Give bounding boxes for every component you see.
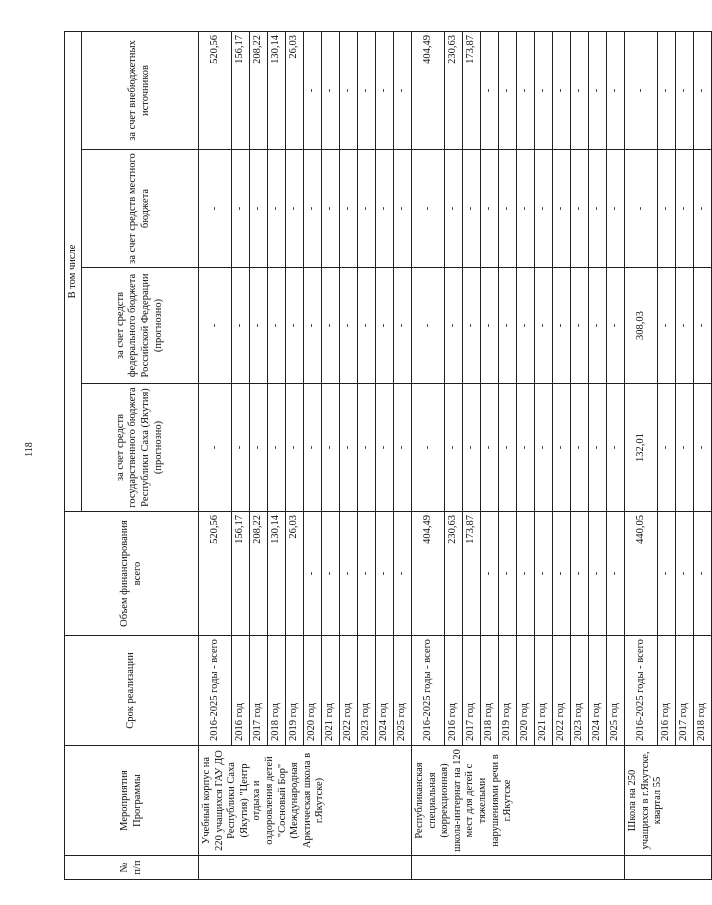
- cell-period: 2025 год: [607, 636, 625, 746]
- cell-local-budget: -: [358, 150, 376, 268]
- cell-total: -: [304, 512, 322, 636]
- col-header-total: Объем финансирования всего: [65, 512, 199, 636]
- cell-local-budget: -: [232, 150, 250, 268]
- cell-local-budget: -: [250, 150, 268, 268]
- cell-period: 2016 год: [445, 636, 463, 746]
- cell-local-budget: -: [340, 150, 358, 268]
- cell-total: -: [499, 512, 517, 636]
- cell-extrabudgetary: -: [376, 31, 394, 149]
- cell-total: -: [535, 512, 553, 636]
- rotated-table-container: [64, 32, 708, 880]
- cell-extrabudgetary: 230,63: [445, 31, 463, 149]
- cell-period: 2023 год: [571, 636, 589, 746]
- cell-state-budget: -: [694, 384, 712, 512]
- cell-total: -: [607, 512, 625, 636]
- cell-state-budget: -: [322, 384, 340, 512]
- cell-federal-budget: -: [589, 268, 607, 384]
- cell-number: [199, 856, 412, 880]
- cell-extrabudgetary: -: [481, 31, 499, 149]
- cell-period: 2016 год: [658, 636, 676, 746]
- cell-period: 2023 год: [358, 636, 376, 746]
- cell-state-budget: -: [304, 384, 322, 512]
- cell-local-budget: -: [463, 150, 481, 268]
- cell-state-budget: -: [199, 384, 232, 512]
- cell-state-budget: -: [286, 384, 304, 512]
- cell-local-budget: -: [445, 150, 463, 268]
- cell-extrabudgetary: -: [499, 31, 517, 149]
- table-row: [199, 31, 232, 879]
- cell-federal-budget: -: [199, 268, 232, 384]
- cell-federal-budget: -: [676, 268, 694, 384]
- cell-local-budget: -: [499, 150, 517, 268]
- cell-total: 230,63: [445, 512, 463, 636]
- cell-federal-budget: -: [232, 268, 250, 384]
- cell-state-budget: -: [394, 384, 412, 512]
- col-header-program: Мероприятия Программы: [65, 746, 199, 856]
- cell-period: 2016 год: [232, 636, 250, 746]
- table-viewport: [64, 32, 708, 880]
- cell-extrabudgetary: -: [394, 31, 412, 149]
- cell-program-title: Республиканская специальная (коррекционная) школа-интернат на 120 мест для детей с тяжелыми нарушениями речи в г.Якутске: [412, 746, 625, 856]
- cell-state-budget: -: [553, 384, 571, 512]
- header-row-1: [65, 31, 82, 879]
- cell-period: 2018 год: [268, 636, 286, 746]
- cell-federal-budget: -: [571, 268, 589, 384]
- cell-extrabudgetary: 520,56: [199, 31, 232, 149]
- cell-period: 2025 год: [394, 636, 412, 746]
- cell-local-budget: -: [394, 150, 412, 268]
- cell-period: 2021 год: [322, 636, 340, 746]
- cell-period: 2017 год: [463, 636, 481, 746]
- cell-period: 2016-2025 годы - всего: [412, 636, 445, 746]
- table-row: [412, 31, 445, 879]
- cell-total: 520,56: [199, 512, 232, 636]
- cell-extrabudgetary: -: [358, 31, 376, 149]
- cell-federal-budget: -: [250, 268, 268, 384]
- cell-federal-budget: -: [394, 268, 412, 384]
- cell-program-title: Школа на 250 учащихся в г.Якутске, квартал 55: [625, 746, 712, 856]
- cell-period: 2022 год: [340, 636, 358, 746]
- cell-total: -: [376, 512, 394, 636]
- cell-local-budget: -: [658, 150, 676, 268]
- cell-total: 156,17: [232, 512, 250, 636]
- cell-state-budget: -: [445, 384, 463, 512]
- cell-total: 208,22: [250, 512, 268, 636]
- cell-total: 173,87: [463, 512, 481, 636]
- cell-total: -: [517, 512, 535, 636]
- col-header-including: В том числе: [65, 31, 82, 511]
- cell-state-budget: -: [676, 384, 694, 512]
- cell-local-budget: -: [553, 150, 571, 268]
- cell-federal-budget: 308,03: [625, 268, 658, 384]
- table-row: [625, 31, 658, 879]
- cell-period: 2018 год: [481, 636, 499, 746]
- cell-total: -: [589, 512, 607, 636]
- cell-federal-budget: -: [499, 268, 517, 384]
- cell-period: 2024 год: [589, 636, 607, 746]
- col-header-no: № п/п: [65, 856, 199, 880]
- cell-extrabudgetary: -: [553, 31, 571, 149]
- cell-extrabudgetary: -: [340, 31, 358, 149]
- cell-federal-budget: -: [286, 268, 304, 384]
- cell-total: 26,03: [286, 512, 304, 636]
- cell-extrabudgetary: 156,17: [232, 31, 250, 149]
- cell-state-budget: -: [463, 384, 481, 512]
- cell-federal-budget: -: [322, 268, 340, 384]
- cell-extrabudgetary: -: [304, 31, 322, 149]
- cell-total: -: [394, 512, 412, 636]
- cell-local-budget: -: [412, 150, 445, 268]
- cell-state-budget: -: [658, 384, 676, 512]
- cell-extrabudgetary: 173,87: [463, 31, 481, 149]
- cell-number: [625, 856, 712, 880]
- cell-extrabudgetary: 208,22: [250, 31, 268, 149]
- cell-extrabudgetary: -: [607, 31, 625, 149]
- cell-extrabudgetary: -: [571, 31, 589, 149]
- cell-extrabudgetary: -: [625, 31, 658, 149]
- financing-table: [64, 31, 712, 880]
- cell-state-budget: -: [340, 384, 358, 512]
- cell-local-budget: -: [286, 150, 304, 268]
- cell-local-budget: -: [199, 150, 232, 268]
- cell-state-budget: -: [268, 384, 286, 512]
- cell-period: 2016-2025 годы - всего: [199, 636, 232, 746]
- cell-total: -: [340, 512, 358, 636]
- col-header-period: Срок реализации: [65, 636, 199, 746]
- cell-state-budget: -: [589, 384, 607, 512]
- cell-period: 2020 год: [517, 636, 535, 746]
- cell-period: 2022 год: [553, 636, 571, 746]
- cell-local-budget: -: [607, 150, 625, 268]
- cell-extrabudgetary: 26,03: [286, 31, 304, 149]
- cell-federal-budget: -: [268, 268, 286, 384]
- cell-total: 440,05: [625, 512, 658, 636]
- cell-total: -: [571, 512, 589, 636]
- cell-federal-budget: -: [481, 268, 499, 384]
- col-header-local-budget: за счет средств местного бюджета: [82, 150, 199, 268]
- cell-federal-budget: -: [340, 268, 358, 384]
- cell-state-budget: -: [571, 384, 589, 512]
- cell-period: 2018 год: [694, 636, 712, 746]
- cell-local-budget: -: [481, 150, 499, 268]
- cell-period: 2024 год: [376, 636, 394, 746]
- cell-state-budget: -: [517, 384, 535, 512]
- cell-local-budget: -: [304, 150, 322, 268]
- cell-total: -: [358, 512, 376, 636]
- cell-extrabudgetary: -: [322, 31, 340, 149]
- cell-local-budget: -: [535, 150, 553, 268]
- cell-state-budget: -: [535, 384, 553, 512]
- cell-total: -: [658, 512, 676, 636]
- cell-federal-budget: -: [658, 268, 676, 384]
- cell-extrabudgetary: 130,14: [268, 31, 286, 149]
- cell-state-budget: -: [250, 384, 268, 512]
- cell-federal-budget: -: [535, 268, 553, 384]
- cell-federal-budget: -: [694, 268, 712, 384]
- cell-period: 2019 год: [286, 636, 304, 746]
- cell-federal-budget: -: [376, 268, 394, 384]
- cell-federal-budget: -: [463, 268, 481, 384]
- cell-federal-budget: -: [607, 268, 625, 384]
- cell-state-budget: -: [481, 384, 499, 512]
- cell-federal-budget: -: [358, 268, 376, 384]
- cell-state-budget: -: [232, 384, 250, 512]
- cell-federal-budget: -: [517, 268, 535, 384]
- cell-local-budget: -: [517, 150, 535, 268]
- cell-state-budget: -: [607, 384, 625, 512]
- cell-local-budget: -: [322, 150, 340, 268]
- cell-local-budget: -: [376, 150, 394, 268]
- cell-local-budget: -: [625, 150, 658, 268]
- cell-state-budget: -: [376, 384, 394, 512]
- cell-number: [412, 856, 625, 880]
- cell-total: -: [481, 512, 499, 636]
- cell-total: 404,49: [412, 512, 445, 636]
- cell-total: 130,14: [268, 512, 286, 636]
- page-number: 118: [23, 442, 35, 457]
- cell-period: 2021 год: [535, 636, 553, 746]
- cell-extrabudgetary: 404,49: [412, 31, 445, 149]
- col-header-state-budget: за счет средств государственного бюджета Республики Саха (Якутия) (прогнозно): [82, 384, 199, 512]
- cell-local-budget: -: [268, 150, 286, 268]
- cell-total: -: [553, 512, 571, 636]
- cell-extrabudgetary: -: [517, 31, 535, 149]
- cell-total: -: [322, 512, 340, 636]
- cell-federal-budget: -: [304, 268, 322, 384]
- cell-federal-budget: -: [412, 268, 445, 384]
- cell-total: -: [676, 512, 694, 636]
- cell-period: 2016-2025 годы - всего: [625, 636, 658, 746]
- cell-extrabudgetary: -: [694, 31, 712, 149]
- cell-local-budget: -: [694, 150, 712, 268]
- cell-extrabudgetary: -: [589, 31, 607, 149]
- cell-local-budget: -: [676, 150, 694, 268]
- cell-local-budget: -: [589, 150, 607, 268]
- cell-state-budget: 132,01: [625, 384, 658, 512]
- cell-extrabudgetary: -: [676, 31, 694, 149]
- cell-period: 2020 год: [304, 636, 322, 746]
- table-body: [199, 31, 712, 879]
- cell-local-budget: -: [571, 150, 589, 268]
- cell-period: 2017 год: [676, 636, 694, 746]
- cell-period: 2017 год: [250, 636, 268, 746]
- cell-federal-budget: -: [553, 268, 571, 384]
- cell-program-title: Учебный корпус на 220 учащихся ГАУ ДО Республики Саха (Якутия) "Центр отдыха и оздоровления детей "Сосновый Бор" (Международная Арктическая школа в г.Якутске): [199, 746, 412, 856]
- cell-extrabudgetary: -: [535, 31, 553, 149]
- cell-state-budget: -: [412, 384, 445, 512]
- cell-extrabudgetary: -: [658, 31, 676, 149]
- cell-total: -: [694, 512, 712, 636]
- cell-state-budget: -: [358, 384, 376, 512]
- col-header-federal-budget: за счет средств федерального бюджета Российской Федерации (прогнозно): [82, 268, 199, 384]
- cell-period: 2019 год: [499, 636, 517, 746]
- cell-state-budget: -: [499, 384, 517, 512]
- cell-federal-budget: -: [445, 268, 463, 384]
- col-header-extrabudgetary: за счет внебюджетных источников: [82, 31, 199, 149]
